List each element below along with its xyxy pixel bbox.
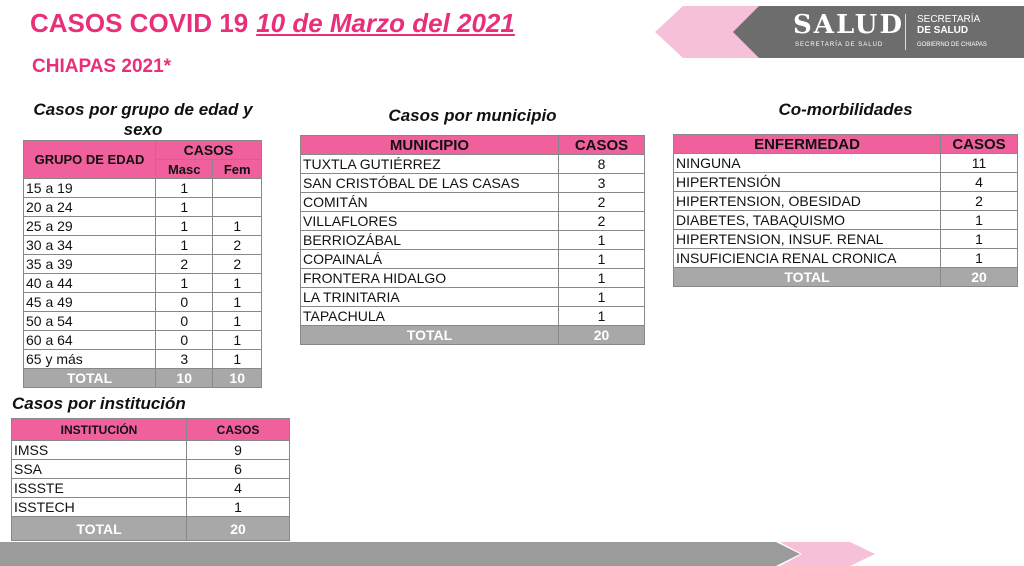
col-header-fem: Fem (213, 160, 262, 179)
comorbidity-table (673, 134, 1018, 287)
fem-cell: 1 (213, 331, 262, 350)
banner-divider (905, 14, 906, 50)
cases-cell: 4 (941, 173, 1018, 192)
age-group-cell: 40 a 44 (24, 274, 156, 293)
cases-cell: 8 (559, 155, 645, 174)
fem-cell: 1 (213, 350, 262, 369)
masc-cell: 1 (156, 217, 213, 236)
fem-cell: 1 (213, 312, 262, 331)
col-header-group: GRUPO DE EDAD (24, 141, 156, 179)
footer-bar (0, 542, 1024, 566)
table-row (674, 192, 1018, 211)
municipio-cell: VILLAFLORES (301, 212, 559, 231)
cases-cell: 1 (559, 231, 645, 250)
cases-cell: 1 (559, 307, 645, 326)
institution-cell: ISSTECH (12, 498, 187, 517)
page-subtitle: CHIAPAS 2021* (32, 56, 172, 77)
table-row (301, 212, 645, 231)
salud-logo-text: SALUD (793, 10, 905, 40)
col-header-casos: CASOS (187, 419, 290, 441)
masc-cell: 3 (156, 350, 213, 369)
institution-cell: ISSSTE (12, 479, 187, 498)
total-value: 20 (187, 517, 290, 541)
col-header-institucion: INSTITUCIÓN (12, 419, 187, 441)
masc-cell: 0 (156, 293, 213, 312)
total-label: TOTAL (674, 268, 941, 287)
cases-cell: 1 (941, 230, 1018, 249)
fem-cell (213, 198, 262, 217)
table-row (12, 498, 290, 517)
municipio-cell: COMITÁN (301, 193, 559, 212)
table-row (24, 350, 262, 369)
municipio-cell: COPAINALÁ (301, 250, 559, 269)
table-row (301, 193, 645, 212)
table-row (24, 179, 262, 198)
table-row (301, 307, 645, 326)
municipio-table-title: Casos por municipio (388, 106, 557, 125)
report-date: 10 de Marzo del 2021 (256, 8, 515, 38)
table-row (301, 250, 645, 269)
age-group-cell: 25 a 29 (24, 217, 156, 236)
municipio-cell: SAN CRISTÓBAL DE LAS CASAS (301, 174, 559, 193)
disease-cell: NINGUNA (674, 154, 941, 173)
age-table-title: Casos por grupo de edad y sexo (33, 100, 253, 139)
fem-cell: 2 (213, 236, 262, 255)
age-group-cell: 60 a 64 (24, 331, 156, 350)
table-row (301, 288, 645, 307)
table-row (674, 154, 1018, 173)
cases-cell: 2 (941, 192, 1018, 211)
masc-cell: 0 (156, 312, 213, 331)
fem-cell: 1 (213, 293, 262, 312)
total-masc: 10 (156, 369, 213, 388)
disease-cell: HIPERTENSIÓN (674, 173, 941, 192)
age-table (23, 140, 262, 388)
col-header-masc: Masc (156, 160, 213, 179)
fem-cell: 2 (213, 255, 262, 274)
institution-cell: IMSS (12, 441, 187, 460)
cases-cell: 1 (559, 250, 645, 269)
masc-cell: 0 (156, 331, 213, 350)
institution-table (11, 418, 290, 541)
table-row (24, 255, 262, 274)
disease-cell: HIPERTENSION, INSUF. RENAL (674, 230, 941, 249)
cases-cell: 1 (941, 249, 1018, 268)
institution-cell: SSA (12, 460, 187, 479)
municipio-cell: LA TRINITARIA (301, 288, 559, 307)
gobierno-label: GOBIERNO DE CHIAPAS (917, 42, 987, 48)
table-row (24, 274, 262, 293)
secretaria-label (917, 14, 980, 36)
table-row (24, 312, 262, 331)
table-row (12, 460, 290, 479)
col-header-casos: CASOS (559, 136, 645, 155)
institution-table-title: Casos por institución (12, 394, 186, 413)
cases-cell: 2 (559, 212, 645, 231)
masc-cell: 1 (156, 274, 213, 293)
municipio-table (300, 135, 645, 345)
age-group-cell: 65 y más (24, 350, 156, 369)
salud-banner (655, 6, 1024, 58)
cases-cell: 3 (559, 174, 645, 193)
comorbidity-total-row (674, 268, 1018, 287)
age-group-cell: 15 a 19 (24, 179, 156, 198)
masc-cell: 1 (156, 236, 213, 255)
cases-cell: 1 (559, 288, 645, 307)
municipio-cell: TUXTLA GUTIÉRREZ (301, 155, 559, 174)
table-row (24, 198, 262, 217)
comorbidity-table-title: Co-morbilidades (778, 100, 913, 119)
cases-cell: 9 (187, 441, 290, 460)
table-row (674, 173, 1018, 192)
cases-cell: 1 (559, 269, 645, 288)
footer-grey-arrow (0, 542, 800, 566)
table-row (301, 174, 645, 193)
total-value: 20 (941, 268, 1018, 287)
total-value: 20 (559, 326, 645, 345)
fem-cell (213, 179, 262, 198)
age-group-cell: 35 a 39 (24, 255, 156, 274)
masc-cell: 2 (156, 255, 213, 274)
municipio-cell: FRONTERA HIDALGO (301, 269, 559, 288)
col-header-casos: CASOS (941, 135, 1018, 154)
secretaria-line2: DE SALUD (917, 25, 969, 36)
page-title (30, 8, 515, 39)
col-header-cases: CASOS (156, 141, 262, 160)
table-row (12, 479, 290, 498)
age-group-cell: 45 a 49 (24, 293, 156, 312)
municipio-cell: TAPACHULA (301, 307, 559, 326)
table-row (12, 441, 290, 460)
disease-cell: INSUFICIENCIA RENAL CRONICA (674, 249, 941, 268)
table-row (674, 230, 1018, 249)
secretaria-line1: SECRETARÍA (917, 14, 981, 25)
col-header-municipio: MUNICIPIO (301, 136, 559, 155)
table-row (24, 331, 262, 350)
cases-cell: 2 (559, 193, 645, 212)
cases-cell: 1 (187, 498, 290, 517)
fem-cell: 1 (213, 217, 262, 236)
table-row (24, 236, 262, 255)
municipio-cell: BERRIOZÁBAL (301, 231, 559, 250)
cases-cell: 4 (187, 479, 290, 498)
total-label: TOTAL (12, 517, 187, 541)
masc-cell: 1 (156, 198, 213, 217)
table-row (24, 217, 262, 236)
age-group-cell: 30 a 34 (24, 236, 156, 255)
municipio-total-row (301, 326, 645, 345)
age-group-cell: 20 a 24 (24, 198, 156, 217)
col-header-enfermedad: ENFERMEDAD (674, 135, 941, 154)
table-row (674, 249, 1018, 268)
total-fem: 10 (213, 369, 262, 388)
cases-cell: 11 (941, 154, 1018, 173)
table-row (301, 155, 645, 174)
title-text: CASOS COVID 19 (30, 8, 249, 38)
masc-cell: 1 (156, 179, 213, 198)
age-total-row (24, 369, 262, 388)
fem-cell: 1 (213, 274, 262, 293)
disease-cell: DIABETES, TABAQUISMO (674, 211, 941, 230)
table-row (301, 231, 645, 250)
salud-logo-subtext: SECRETARÍA DE SALUD (795, 42, 884, 48)
table-row (301, 269, 645, 288)
age-group-cell: 50 a 54 (24, 312, 156, 331)
total-label: TOTAL (24, 369, 156, 388)
cases-cell: 6 (187, 460, 290, 479)
table-row (24, 293, 262, 312)
cases-cell: 1 (941, 211, 1018, 230)
table-row (674, 211, 1018, 230)
institution-total-row (12, 517, 290, 541)
disease-cell: HIPERTENSION, OBESIDAD (674, 192, 941, 211)
total-label: TOTAL (301, 326, 559, 345)
